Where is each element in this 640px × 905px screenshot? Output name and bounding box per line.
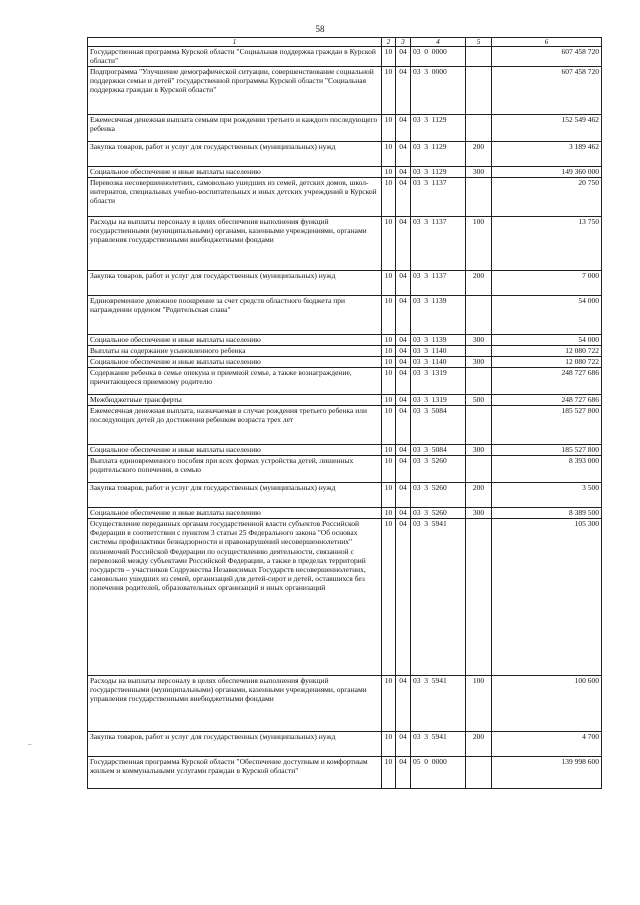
section-code: 10 bbox=[382, 445, 396, 456]
amount: 149 360 000 bbox=[492, 167, 602, 178]
column-header: 2 bbox=[382, 38, 396, 47]
target-item-code: 03 3 0000 bbox=[411, 67, 466, 115]
expenditure-name: Ежемесячная денежная выплата, назначаемая в случае рождения третьего ребенка или последующих детей до достижения ребенком возраста трех лет bbox=[88, 406, 382, 445]
expense-type-code: 300 bbox=[466, 167, 492, 178]
page-number: 58 bbox=[315, 24, 325, 34]
column-header: 6 bbox=[492, 38, 602, 47]
section-code: 10 bbox=[382, 346, 396, 357]
expense-type-code: 500 bbox=[466, 395, 492, 406]
subsection-code: 04 bbox=[396, 67, 411, 115]
expenditure-name: Выплаты на содержание усыновленного ребенка bbox=[88, 346, 382, 357]
target-item-code: 05 0 0000 bbox=[411, 757, 466, 789]
expenditure-name: Осуществление переданных органам государственной власти субъектов Российской Федерации в соответствии с пунктом 3 статьи 25 Федерального закона "Об основах системы профилактики безнадзорности и правонарушений несовершеннолетних" полномочий Российской Федерации по осуществлению деятельности, связанной с перевозкой между субъектами Российской Федерации, а также в пределах территорий государств – участников Содружества Независимых Государств несовершеннолетних, самовольно ушедших из семей, организаций для детей-сирот и детей, оставшихся без попечения родителей, образовательных организаций и иных организаций bbox=[88, 519, 382, 676]
expenditure-name: Ежемесячная денежная выплата семьям при рождении третьего и каждого последующего ребенка bbox=[88, 115, 382, 142]
subsection-code: 04 bbox=[396, 508, 411, 519]
table-row bbox=[88, 167, 602, 178]
subsection-code: 04 bbox=[396, 456, 411, 483]
expense-type-code bbox=[466, 47, 492, 67]
expenditure-name: Закупка товаров, работ и услуг для государственных (муниципальных) нужд bbox=[88, 271, 382, 296]
expense-type-code: 300 bbox=[466, 357, 492, 368]
section-code: 10 bbox=[382, 456, 396, 483]
table-row bbox=[88, 368, 602, 395]
table-row bbox=[88, 115, 602, 142]
section-code: 10 bbox=[382, 483, 396, 508]
expense-type-code bbox=[466, 67, 492, 115]
section-code: 10 bbox=[382, 167, 396, 178]
table-row bbox=[88, 217, 602, 271]
table-row bbox=[88, 395, 602, 406]
expense-type-code: 300 bbox=[466, 508, 492, 519]
expense-type-code bbox=[466, 178, 492, 217]
amount: 3 189 462 bbox=[492, 142, 602, 167]
subsection-code: 04 bbox=[396, 47, 411, 67]
expenditure-name: Социальное обеспечение и иные выплаты населению bbox=[88, 445, 382, 456]
expenditure-name: Расходы на выплаты персоналу в целях обеспечения выполнения функций государственными (муниципальными) органами, казенными учреждениями, органами управления государственными внебюджетными фондами bbox=[88, 217, 382, 271]
target-item-code: 03 3 1319 bbox=[411, 395, 466, 406]
target-item-code: 03 3 5260 bbox=[411, 456, 466, 483]
expenditure-name: Выплата единовременного пособия при всех формах устройства детей, лишенных родительского попечения, в семью bbox=[88, 456, 382, 483]
margin-mark: – bbox=[28, 740, 32, 748]
section-code: 10 bbox=[382, 217, 396, 271]
amount: 607 458 720 bbox=[492, 67, 602, 115]
amount: 185 527 800 bbox=[492, 406, 602, 445]
subsection-code: 04 bbox=[396, 178, 411, 217]
expense-type-code bbox=[466, 296, 492, 335]
target-item-code: 03 3 1137 bbox=[411, 178, 466, 217]
expenditure-name: Социальное обеспечение и иные выплаты населению bbox=[88, 508, 382, 519]
amount: 13 750 bbox=[492, 217, 602, 271]
target-item-code: 03 3 5941 bbox=[411, 519, 466, 676]
expense-type-code: 300 bbox=[466, 335, 492, 346]
table-row bbox=[88, 346, 602, 357]
section-code: 10 bbox=[382, 115, 396, 142]
section-code: 10 bbox=[382, 676, 396, 732]
column-header: 5 bbox=[466, 38, 492, 47]
amount: 7 000 bbox=[492, 271, 602, 296]
section-code: 10 bbox=[382, 357, 396, 368]
target-item-code: 03 3 1140 bbox=[411, 346, 466, 357]
expenditure-name: Социальное обеспечение и иные выплаты населению bbox=[88, 167, 382, 178]
expense-type-code bbox=[466, 115, 492, 142]
expense-type-code: 100 bbox=[466, 217, 492, 271]
expense-type-code: 200 bbox=[466, 483, 492, 508]
target-item-code: 03 3 5084 bbox=[411, 406, 466, 445]
expenditure-name: Содержание ребенка в семье опекуна и приемной семье, а также вознаграждение, причитающееся приемному родителю bbox=[88, 368, 382, 395]
section-code: 10 bbox=[382, 406, 396, 445]
subsection-code: 04 bbox=[396, 167, 411, 178]
table-row bbox=[88, 519, 602, 676]
column-number-row bbox=[88, 38, 602, 47]
amount: 3 500 bbox=[492, 483, 602, 508]
table-row bbox=[88, 142, 602, 167]
amount: 248 727 686 bbox=[492, 368, 602, 395]
target-item-code: 03 3 5941 bbox=[411, 676, 466, 732]
column-header: 3 bbox=[396, 38, 411, 47]
target-item-code: 03 3 5260 bbox=[411, 483, 466, 508]
expense-type-code bbox=[466, 406, 492, 445]
expenditure-name: Закупка товаров, работ и услуг для государственных (муниципальных) нужд bbox=[88, 483, 382, 508]
expense-type-code bbox=[466, 368, 492, 395]
column-header: 4 bbox=[411, 38, 466, 47]
budget-table bbox=[87, 37, 602, 789]
amount: 8 393 000 bbox=[492, 456, 602, 483]
amount: 8 389 500 bbox=[492, 508, 602, 519]
subsection-code: 04 bbox=[396, 357, 411, 368]
expenditure-name: Межбюджетные трансферты bbox=[88, 395, 382, 406]
subsection-code: 04 bbox=[396, 732, 411, 757]
expenditure-name: Государственная программа Курской области "Социальная поддержка граждан в Курской области" bbox=[88, 47, 382, 67]
expense-type-code bbox=[466, 519, 492, 676]
expenditure-name: Закупка товаров, работ и услуг для государственных (муниципальных) нужд bbox=[88, 142, 382, 167]
section-code: 10 bbox=[382, 67, 396, 115]
expenditure-name: Единовременное денежное поощрение за счет средств областного бюджета при награждении орденом "Родительская слава" bbox=[88, 296, 382, 335]
target-item-code: 03 3 5260 bbox=[411, 508, 466, 519]
subsection-code: 04 bbox=[396, 519, 411, 676]
expense-type-code bbox=[466, 757, 492, 789]
amount: 105 300 bbox=[492, 519, 602, 676]
target-item-code: 03 0 0000 bbox=[411, 47, 466, 67]
amount: 4 700 bbox=[492, 732, 602, 757]
table-row bbox=[88, 508, 602, 519]
target-item-code: 03 3 1140 bbox=[411, 357, 466, 368]
table-row bbox=[88, 47, 602, 67]
amount: 54 000 bbox=[492, 296, 602, 335]
expense-type-code bbox=[466, 346, 492, 357]
amount: 152 549 462 bbox=[492, 115, 602, 142]
table-row bbox=[88, 445, 602, 456]
expense-type-code: 100 bbox=[466, 676, 492, 732]
column-header: 1 bbox=[88, 38, 382, 47]
section-code: 10 bbox=[382, 335, 396, 346]
amount: 100 600 bbox=[492, 676, 602, 732]
target-item-code: 03 3 1129 bbox=[411, 142, 466, 167]
subsection-code: 04 bbox=[396, 445, 411, 456]
expenditure-name: Социальное обеспечение и иные выплаты населению bbox=[88, 335, 382, 346]
amount: 139 998 600 bbox=[492, 757, 602, 789]
table-row bbox=[88, 732, 602, 757]
section-code: 10 bbox=[382, 395, 396, 406]
section-code: 10 bbox=[382, 47, 396, 67]
subsection-code: 04 bbox=[396, 483, 411, 508]
section-code: 10 bbox=[382, 178, 396, 217]
table-row bbox=[88, 178, 602, 217]
subsection-code: 04 bbox=[396, 217, 411, 271]
subsection-code: 04 bbox=[396, 335, 411, 346]
section-code: 10 bbox=[382, 508, 396, 519]
table-row bbox=[88, 406, 602, 445]
subsection-code: 04 bbox=[396, 395, 411, 406]
amount: 185 527 800 bbox=[492, 445, 602, 456]
subsection-code: 04 bbox=[396, 676, 411, 732]
section-code: 10 bbox=[382, 757, 396, 789]
section-code: 10 bbox=[382, 271, 396, 296]
target-item-code: 03 3 1129 bbox=[411, 115, 466, 142]
section-code: 10 bbox=[382, 368, 396, 395]
subsection-code: 04 bbox=[396, 115, 411, 142]
expense-type-code bbox=[466, 456, 492, 483]
target-item-code: 03 3 5084 bbox=[411, 445, 466, 456]
section-code: 10 bbox=[382, 296, 396, 335]
expenditure-name: Подпрограмма "Улучшение демографической ситуации, совершенствование социальной поддержки семьи и детей" государственной программы Курской области "Социальная поддержка граждан в Курской области" bbox=[88, 67, 382, 115]
expense-type-code: 200 bbox=[466, 271, 492, 296]
table-row bbox=[88, 296, 602, 335]
target-item-code: 03 3 1137 bbox=[411, 271, 466, 296]
target-item-code: 03 3 1137 bbox=[411, 217, 466, 271]
subsection-code: 04 bbox=[396, 346, 411, 357]
table-row bbox=[88, 335, 602, 346]
table-row bbox=[88, 676, 602, 732]
section-code: 10 bbox=[382, 519, 396, 676]
table-row bbox=[88, 357, 602, 368]
expense-type-code: 200 bbox=[466, 142, 492, 167]
expenditure-name: Социальное обеспечение и иные выплаты населению bbox=[88, 357, 382, 368]
subsection-code: 04 bbox=[396, 271, 411, 296]
expense-type-code: 300 bbox=[466, 445, 492, 456]
table-row bbox=[88, 757, 602, 789]
expenditure-name: Государственная программа Курской области "Обеспечение доступным и комфортным жильем и коммунальными услугами граждан в Курской области" bbox=[88, 757, 382, 789]
expenditure-name: Перевозка несовершеннолетних, самовольно ушедших из семей, детских домов, школ-интернатов, специальных учебно-воспитательных и иных детских учреждений в Курской области bbox=[88, 178, 382, 217]
amount: 54 000 bbox=[492, 335, 602, 346]
subsection-code: 04 bbox=[396, 368, 411, 395]
subsection-code: 04 bbox=[396, 296, 411, 335]
expense-type-code: 200 bbox=[466, 732, 492, 757]
amount: 12 080 722 bbox=[492, 357, 602, 368]
subsection-code: 04 bbox=[396, 142, 411, 167]
target-item-code: 03 3 1129 bbox=[411, 167, 466, 178]
table-row bbox=[88, 456, 602, 483]
table-row bbox=[88, 67, 602, 115]
amount: 12 080 722 bbox=[492, 346, 602, 357]
section-code: 10 bbox=[382, 142, 396, 167]
target-item-code: 03 3 1139 bbox=[411, 335, 466, 346]
amount: 607 458 720 bbox=[492, 47, 602, 67]
subsection-code: 04 bbox=[396, 406, 411, 445]
expenditure-name: Закупка товаров, работ и услуг для государственных (муниципальных) нужд bbox=[88, 732, 382, 757]
target-item-code: 03 3 5941 bbox=[411, 732, 466, 757]
section-code: 10 bbox=[382, 732, 396, 757]
target-item-code: 03 3 1319 bbox=[411, 368, 466, 395]
expenditure-name: Расходы на выплаты персоналу в целях обеспечения выполнения функций государственными (муниципальными) органами, казенными учреждениями, органами управления государственными внебюджетными фондами bbox=[88, 676, 382, 732]
table-row bbox=[88, 271, 602, 296]
target-item-code: 03 3 1139 bbox=[411, 296, 466, 335]
table-row bbox=[88, 483, 602, 508]
subsection-code: 04 bbox=[396, 757, 411, 789]
amount: 248 727 686 bbox=[492, 395, 602, 406]
amount: 20 750 bbox=[492, 178, 602, 217]
